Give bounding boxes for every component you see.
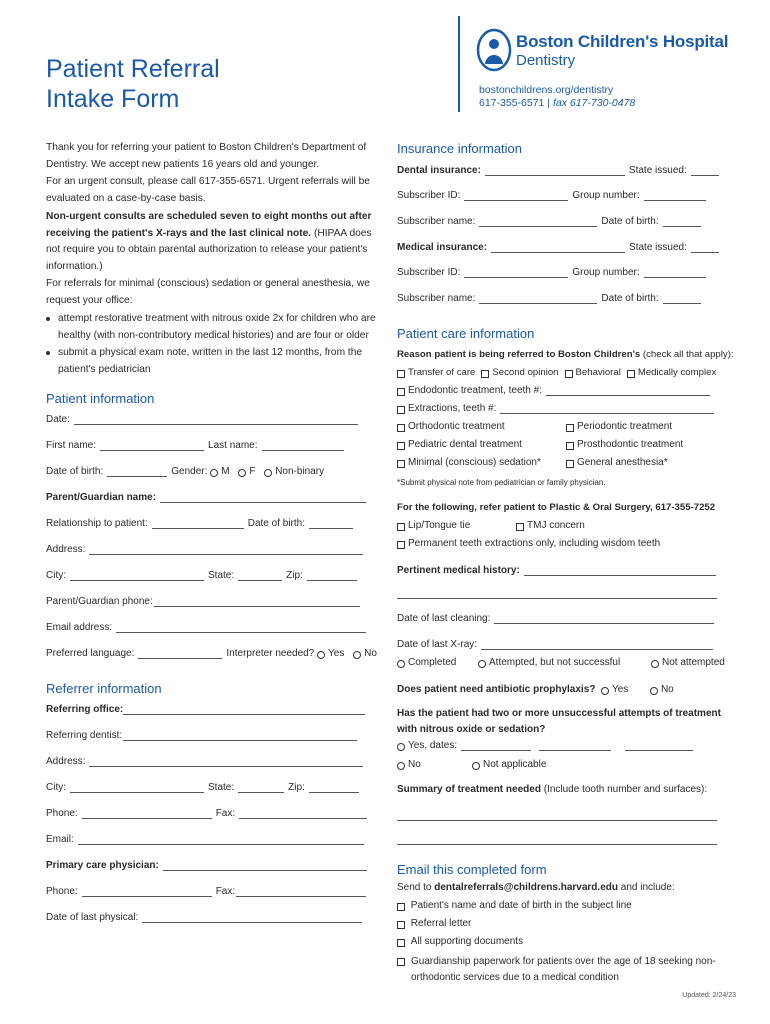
email-item-4-checkbox[interactable] bbox=[397, 958, 405, 966]
reason-options-row: Transfer of care Second opinion Behavioral Medically complex bbox=[397, 367, 716, 378]
dental-insurance-row: Dental insurance: State issued: bbox=[397, 165, 723, 176]
relationship-row: Relationship to patient: Date of birth: bbox=[46, 518, 357, 529]
intro-paragraph-2: For an urgent consult, please call 617-355-6571. Urgent referrals will be evaluated on a case-by-case basis. bbox=[46, 176, 370, 204]
email-item-4: Guardianship paperwork for patients over the age of 18 seeking non-orthodontic services due to a medical condition bbox=[397, 954, 717, 986]
second-opinion-checkbox[interactable] bbox=[481, 370, 489, 378]
email-item-3: All supporting documents bbox=[397, 936, 523, 947]
intro-paragraph-1: Thank you for referring your patient to Boston Children's Department of Dentistry. We accept new patients 16 years old and younger. bbox=[46, 142, 367, 170]
prosth-checkbox[interactable] bbox=[566, 442, 574, 450]
dental-insurance-field[interactable] bbox=[485, 167, 625, 176]
physical-note: *Submit physical note from pediatrician or family physician. bbox=[397, 478, 606, 487]
reason-row: Reason patient is being referred to Boston Children's (check all that apply): bbox=[397, 349, 734, 360]
guardian-name-row: Parent/Guardian name: bbox=[46, 492, 370, 503]
ortho-row: Orthodontic treatment Periodontic treatment bbox=[397, 421, 672, 432]
medical-group-number-field[interactable] bbox=[644, 269, 706, 278]
not-applicable-radio[interactable] bbox=[472, 762, 480, 770]
referrer-phone-field[interactable] bbox=[82, 810, 212, 819]
gender-nonbinary-radio[interactable] bbox=[264, 469, 272, 477]
dental-state-field[interactable] bbox=[691, 167, 719, 176]
patient-state-field[interactable] bbox=[238, 572, 282, 581]
nitrous-date-1[interactable] bbox=[461, 742, 531, 751]
language-row: Preferred language: Interpreter needed? Yes No bbox=[46, 648, 377, 659]
nitrous-date-3[interactable] bbox=[625, 742, 693, 751]
medically-complex-checkbox[interactable] bbox=[627, 370, 635, 378]
permanent-extractions-checkbox[interactable] bbox=[397, 541, 405, 549]
perio-checkbox[interactable] bbox=[566, 424, 574, 432]
send-to-row: Send to dentalreferrals@childrens.harvard.edu and include: bbox=[397, 882, 675, 893]
nitrous-date-2[interactable] bbox=[539, 742, 611, 751]
email-address-field[interactable] bbox=[116, 624, 366, 633]
medical-insurance-row: Medical insurance: State issued: bbox=[397, 242, 723, 253]
behavioral-checkbox[interactable] bbox=[565, 370, 573, 378]
guardian-phone-row: Parent/Guardian phone: bbox=[46, 596, 364, 607]
referring-office-field[interactable] bbox=[123, 706, 365, 715]
dental-subscriber-id-row: Subscriber ID: Group number: bbox=[397, 190, 710, 201]
email-item-3-checkbox[interactable] bbox=[397, 939, 405, 947]
last-physical-field[interactable] bbox=[142, 914, 362, 923]
patient-dob-field[interactable] bbox=[107, 468, 167, 477]
referrer-city-field[interactable] bbox=[70, 784, 204, 793]
antibiotic-row: Does patient need antibiotic prophylaxis? Yes No bbox=[397, 684, 674, 695]
nitrous-yes-radio[interactable] bbox=[397, 743, 405, 751]
patient-date-row: Date: bbox=[46, 414, 362, 425]
contact-info: bostonchildrens.org/dentistry 617-355-6571 | fax 617-730-0478 bbox=[479, 84, 636, 109]
pcp-row: Primary care physician: bbox=[46, 860, 371, 871]
general-anesthesia-checkbox[interactable] bbox=[566, 460, 574, 468]
patient-date-field[interactable] bbox=[74, 416, 358, 425]
medical-subscriber-id-row: Subscriber ID: Group number: bbox=[397, 267, 710, 278]
patient-info-heading: Patient information bbox=[46, 391, 155, 406]
medical-subscriber-id-field[interactable] bbox=[464, 269, 568, 278]
dental-subscriber-dob-field[interactable] bbox=[663, 218, 701, 227]
patient-name-row: First name: Last name: bbox=[46, 440, 348, 451]
referrer-email-field[interactable] bbox=[78, 836, 364, 845]
patient-zip-field[interactable] bbox=[307, 572, 357, 581]
patient-care-heading: Patient care information bbox=[397, 326, 535, 341]
referrer-zip-field[interactable] bbox=[309, 784, 359, 793]
last-name-field[interactable] bbox=[262, 442, 344, 451]
referrer-info-heading: Referrer information bbox=[46, 681, 162, 696]
relationship-field[interactable] bbox=[152, 520, 244, 529]
email-address-row: Email address: bbox=[46, 622, 370, 633]
medical-subscriber-dob-field[interactable] bbox=[663, 295, 701, 304]
surgery-referral-note: For the following, refer patient to Plastic & Oral Surgery, 617-355-7252 bbox=[397, 502, 716, 513]
cleaning-row: Date of last cleaning: bbox=[397, 613, 718, 624]
summary-row: Summary of treatment needed (Include tooth number and surfaces): bbox=[397, 784, 708, 795]
patient-address-row: Address: bbox=[46, 544, 367, 555]
referrer-email-row: Email: bbox=[46, 834, 368, 845]
nitrous-no-row: No Not applicable bbox=[397, 759, 546, 770]
tmj-checkbox[interactable] bbox=[516, 523, 524, 531]
referrer-city-row: City: State: Zip: bbox=[46, 782, 363, 793]
permanent-row: Permanent teeth extractions only, including wisdom teeth bbox=[397, 538, 660, 549]
patient-dob-row: Date of birth: Gender: M F Non-binary bbox=[46, 466, 325, 477]
sedation-row: Minimal (conscious) sedation* General anesthesia* bbox=[397, 457, 668, 468]
not-attempted-radio[interactable] bbox=[651, 660, 659, 668]
guardian-dob-field[interactable] bbox=[309, 520, 353, 529]
referral-email-link[interactable]: dentalreferrals@childrens.harvard.edu bbox=[434, 882, 618, 893]
antibiotic-no-radio[interactable] bbox=[650, 687, 658, 695]
pcp-field[interactable] bbox=[163, 862, 367, 871]
referrer-fax-field[interactable] bbox=[239, 810, 367, 819]
dental-group-number-field[interactable] bbox=[644, 192, 706, 201]
medical-subscriber-name-field[interactable] bbox=[479, 295, 597, 304]
surgery-options-row: Lip/Tongue tie TMJ concern bbox=[397, 520, 585, 531]
header-divider bbox=[458, 16, 460, 112]
dental-subscriber-name-row: Subscriber name: Date of birth: bbox=[397, 216, 705, 227]
page-title: Patient Referral Intake Form bbox=[46, 55, 220, 113]
medical-subscriber-name-row: Subscriber name: Date of birth: bbox=[397, 293, 705, 304]
email-form-heading: Email this completed form bbox=[397, 862, 547, 877]
pcp-phone-field[interactable] bbox=[82, 888, 212, 897]
extractions-checkbox[interactable] bbox=[397, 406, 405, 414]
pedi-checkbox[interactable] bbox=[397, 442, 405, 450]
history-field[interactable] bbox=[524, 567, 716, 576]
intro-bullet-2: submit a physical exam note, written in the last 12 months, from the patient's pediatrician bbox=[46, 345, 376, 378]
pcp-phone-row: Phone: Fax: bbox=[46, 886, 370, 897]
history-field-2[interactable] bbox=[397, 590, 717, 599]
summary-field-1[interactable] bbox=[397, 812, 717, 821]
history-line-2 bbox=[397, 590, 721, 599]
patient-city-row: City: State: Zip: bbox=[46, 570, 361, 581]
nitrous-question: Has the patient had two or more unsuccessful attempts of treatment with nitrous oxide or sedation? bbox=[397, 708, 721, 735]
extractions-teeth-field[interactable] bbox=[500, 405, 714, 414]
history-row: Pertinent medical history: bbox=[397, 565, 720, 576]
nitrous-no-radio[interactable] bbox=[397, 762, 405, 770]
lip-tongue-checkbox[interactable] bbox=[397, 523, 405, 531]
endo-checkbox[interactable] bbox=[397, 388, 405, 396]
medical-insurance-field[interactable] bbox=[491, 244, 625, 253]
cleaning-date-field[interactable] bbox=[494, 615, 714, 624]
updated-date: Updated: 2/24/23 bbox=[682, 992, 736, 999]
summary-line-2 bbox=[397, 836, 721, 845]
email-item-1-checkbox[interactable] bbox=[397, 903, 405, 911]
guardian-phone-field[interactable] bbox=[154, 598, 360, 607]
patient-address-field[interactable] bbox=[89, 546, 363, 555]
endo-teeth-field[interactable] bbox=[546, 387, 710, 396]
guardian-name-field[interactable] bbox=[160, 494, 366, 503]
intro-paragraph-3: Non-urgent consults are scheduled seven to eight months out after receiving the patient's X-rays and the last clinical note. (HIPAA does not require you to obtain parental authorization to release your patient's information.) bbox=[46, 211, 372, 272]
transfer-checkbox[interactable] bbox=[397, 370, 405, 378]
patient-city-field[interactable] bbox=[70, 572, 204, 581]
hospital-logo-icon bbox=[476, 28, 512, 72]
gender-f-radio[interactable] bbox=[238, 469, 246, 477]
interpreter-yes-radio[interactable] bbox=[317, 651, 325, 659]
intro-bullet-1: attempt restorative treatment with nitrous oxide 2x for children who are healthy (with non-contributory medical histories) and are four or older bbox=[46, 311, 376, 344]
pcp-fax-field[interactable] bbox=[236, 888, 366, 897]
logo: Boston Children's Hospital Dentistry bbox=[476, 28, 726, 74]
website-link[interactable]: bostonchildrens.org/dentistry bbox=[479, 84, 614, 96]
insurance-info-heading: Insurance information bbox=[397, 141, 523, 156]
referrer-address-field[interactable] bbox=[89, 758, 363, 767]
attempted-radio[interactable] bbox=[478, 660, 486, 668]
last-physical-row: Date of last physical: bbox=[46, 912, 366, 923]
referrer-address-row: Address: bbox=[46, 756, 367, 767]
endo-row: Endodontic treatment, teeth #: bbox=[397, 385, 714, 396]
referring-office-row: Referring office: bbox=[46, 704, 369, 715]
xray-date-field[interactable] bbox=[481, 641, 713, 650]
ortho-checkbox[interactable] bbox=[397, 424, 405, 432]
first-name-field[interactable] bbox=[100, 442, 204, 451]
gender-m-radio[interactable] bbox=[210, 469, 218, 477]
referrer-phone-row: Phone: Fax: bbox=[46, 808, 371, 819]
interpreter-no-radio[interactable] bbox=[353, 651, 361, 659]
pedi-row: Pediatric dental treatment Prosthodontic treatment bbox=[397, 439, 683, 450]
nitrous-yes-row: Yes, dates: bbox=[397, 740, 697, 751]
summary-field-2[interactable] bbox=[397, 836, 717, 845]
medical-state-field[interactable] bbox=[691, 244, 719, 253]
nitrous-attempt-row: Completed Attempted, but not successful Not attempted bbox=[397, 657, 725, 668]
email-item-2: Referral letter bbox=[397, 918, 471, 929]
extractions-row: Extractions, teeth #: bbox=[397, 403, 718, 414]
dental-subscriber-name-field[interactable] bbox=[479, 218, 597, 227]
email-item-2-checkbox[interactable] bbox=[397, 921, 405, 929]
referring-dentist-row: Referring dentist: bbox=[46, 730, 361, 741]
antibiotic-yes-radio[interactable] bbox=[601, 687, 609, 695]
referring-dentist-field[interactable] bbox=[123, 732, 357, 741]
referrer-state-field[interactable] bbox=[238, 784, 284, 793]
minimal-sedation-checkbox[interactable] bbox=[397, 460, 405, 468]
intro-paragraph-4: For referrals for minimal (conscious) sedation or general anesthesia, we request your office: bbox=[46, 278, 370, 306]
summary-line-1 bbox=[397, 812, 721, 821]
language-field[interactable] bbox=[138, 650, 222, 659]
email-item-1: Patient's name and date of birth in the subject line bbox=[397, 900, 632, 911]
xray-row: Date of last X-ray: bbox=[397, 639, 717, 650]
completed-radio[interactable] bbox=[397, 660, 405, 668]
dental-subscriber-id-field[interactable] bbox=[464, 192, 568, 201]
